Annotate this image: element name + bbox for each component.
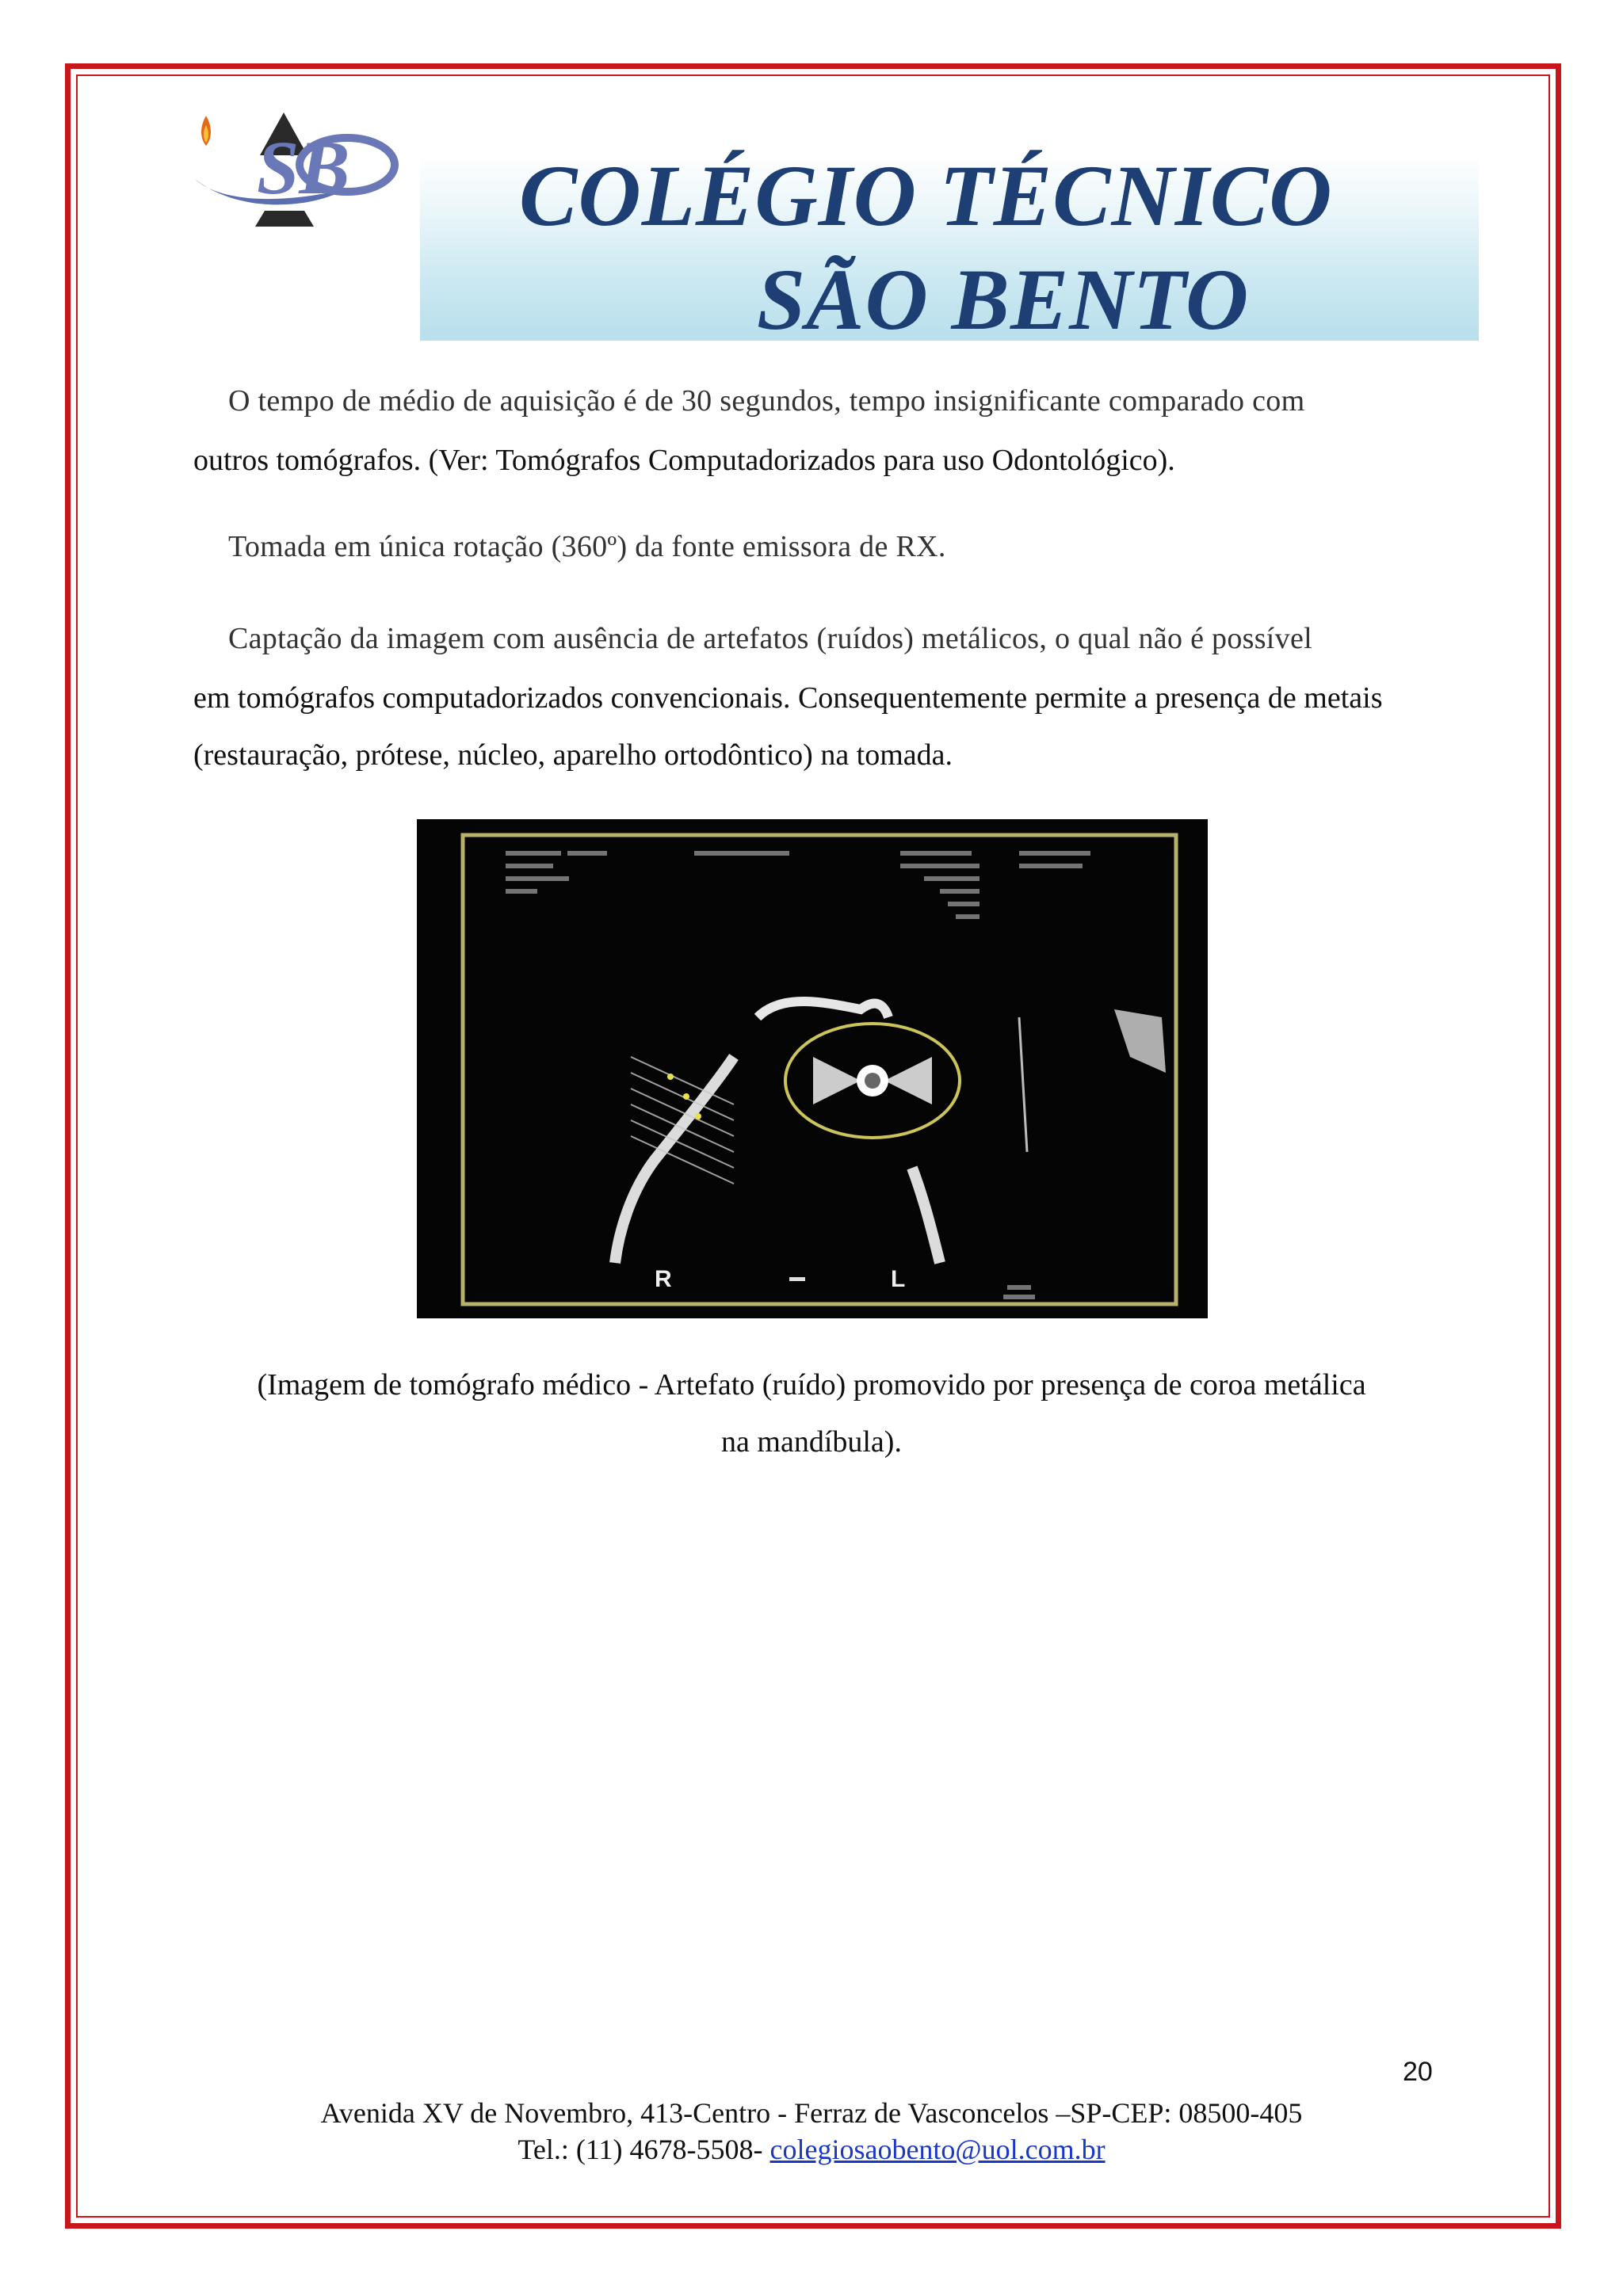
paragraph-metal-artifacts bbox=[193, 610, 1438, 784]
ct-scan-image bbox=[417, 819, 1208, 1318]
page-footer bbox=[193, 2095, 1430, 2168]
paragraph-acquisition-time bbox=[193, 372, 1438, 489]
paragraph-text: em tomógrafos computadorizados convencionais. Consequentemente permite a presença de metais (restauração, prótese, núcleo, aparelho ortodôntico) na tomada. bbox=[193, 681, 1383, 772]
footer-contact bbox=[193, 2131, 1430, 2168]
scan-label-right: R bbox=[655, 1266, 672, 1292]
school-title-line1: COLÉGIO TÉCNICO bbox=[519, 147, 1333, 244]
logo-letters: SB bbox=[257, 125, 350, 210]
footer-address: Avenida XV de Novembro, 413-Centro - Ferraz de Vasconcelos –SP-CEP: 08500-405 bbox=[320, 2097, 1303, 2129]
caption-line2: na mandíbula). bbox=[721, 1425, 902, 1459]
paragraph-single-rotation bbox=[193, 518, 1438, 578]
footer-email-link[interactable]: colegiosaobento@uol.com.br bbox=[769, 2134, 1106, 2165]
scan-label-left: L bbox=[891, 1266, 906, 1292]
footer-phone: Tel.: (11) 4678-5508- bbox=[517, 2134, 770, 2165]
school-logo bbox=[189, 100, 403, 235]
caption-line1: (Imagem de tomógrafo médico - Artefato (ruído) promovido por presença de coroa metálica bbox=[257, 1368, 1366, 1402]
image-caption bbox=[193, 1356, 1430, 1470]
page-number: 20 bbox=[1403, 2057, 1433, 2087]
paragraph-first-line: O tempo de médio de aquisição é de 30 segundos, tempo insignificante comparado com bbox=[228, 384, 1305, 418]
school-title-line2: SÃO BENTO bbox=[757, 251, 1250, 348]
paragraph-first-line: Tomada em única rotação (360º) da fonte emissora de RX. bbox=[228, 530, 946, 563]
paragraph-text: outros tomógrafos. (Ver: Tomógrafos Computadorizados para uso Odontológico). bbox=[193, 444, 1175, 477]
paragraph-first-line: Captação da imagem com ausência de artefatos (ruídos) metálicos, o qual não é possível bbox=[228, 622, 1312, 655]
